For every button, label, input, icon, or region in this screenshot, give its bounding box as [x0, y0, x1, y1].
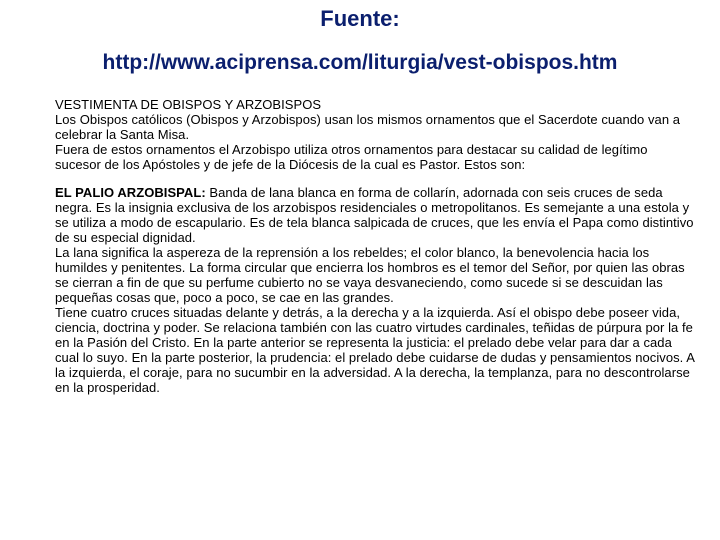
intro-paragraph-2: Fuera de estos ornamentos el Arzobispo utiliza otros ornamentos para destacar su calidad de legítimo sucesor de los Apóstoles y de jefe de la Diócesis de la cual es Pastor. Estos son: [55, 142, 648, 172]
intro-paragraph-1: Los Obispos católicos (Obispos y Arzobispos) usan los mismos ornamentos que el Sacerdote cuando van a celebrar la Santa Misa. [55, 112, 681, 142]
paragraph-gap [55, 172, 695, 185]
section-heading: VESTIMENTA DE OBISPOS Y ARZOBISPOS [55, 97, 322, 112]
source-label: Fuente: [320, 6, 400, 31]
palio-paragraph-2: La lana significa la aspereza de la reprensión a los rebeldes; el color blanco, la benevolencia hacia los humildes y penitentes. La forma circular que encierra los hombros es el temor del Señor, por quien las obras se cierran a fin de que su perfume cubierto no se vaya desvaneciendo, como sucede si se descuidan las pequeñas cosas que, poco a poco, se cae en las grandes. [55, 245, 685, 305]
document-body [55, 97, 695, 395]
palio-term: EL PALIO ARZOBISPAL: [55, 185, 206, 200]
palio-paragraph-1 [55, 185, 695, 245]
source-url[interactable]: http://www.aciprensa.com/liturgia/vest-obispos.htm [102, 51, 618, 74]
palio-definition: Banda de lana blanca en forma de collarín, adornada con seis cruces de seda negra. Es la insignia exclusiva de los arzobispos residenciales o metropolitanos. Es semejante a una estola y se utiliza a modo de escapulario. Es de tela blanca salpicada de cruces, que les envía el Papa como distintivo de su especial dignidad. [55, 185, 694, 245]
palio-paragraph-3: Tiene cuatro cruces situadas delante y detrás, a la derecha y a la izquierda. Así el obispo debe poseer vida, ciencia, doctrina y poder. Se relaciona también con las cuatro virtudes cardinales, teñidas de púrpura por la fe en la Pasión del Cristo. En la parte anterior se representa la justicia: el prelado debe velar para dar a cada cual lo suyo. En la parte posterior, la prudencia: el prelado debe cuidarse de dudas y pensamientos nocivos. A la izquierda, el coraje, para no sucumbir en la adversidad. A la derecha, la templanza, para no descontrolarse en la prosperidad. [55, 305, 695, 395]
